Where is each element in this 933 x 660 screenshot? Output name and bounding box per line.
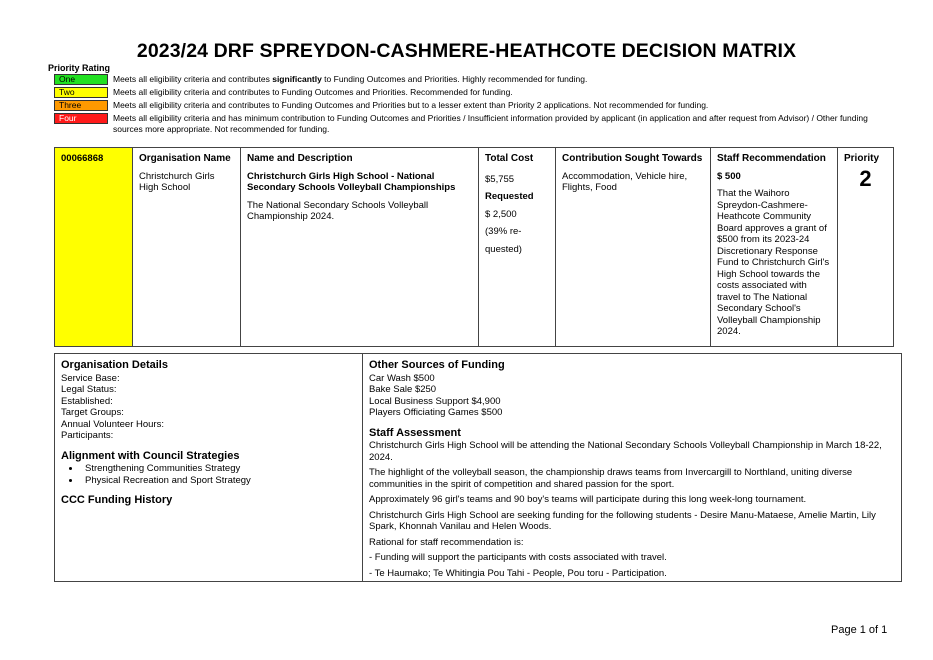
contribution-towards: Accommodation, Vehicle hire, Flights, Food — [562, 170, 688, 193]
legend-text-one-a: Meets all eligibility criteria and contributes — [113, 74, 273, 84]
legend-text-four: Meets all eligibility criteria and has minimum contribution to Funding Outcomes and Priorities / Insufficient information provided by applicant (in application and after request from Advisor) / Other funding sources more appropriate. Not recommended for funding. — [113, 113, 868, 134]
detail-field: Participants: — [61, 430, 114, 441]
name-description-header: Name and Description — [247, 153, 353, 164]
assessment-paragraph: - Te Haumako; Te Whitingia Pou Tahi - People, Pou toru - Participation. — [369, 567, 667, 579]
requested-amount: $ 2,500 — [485, 208, 517, 220]
priority-legend — [54, 74, 884, 136]
strategy-list — [61, 463, 356, 486]
table-row — [55, 148, 894, 347]
funding-history-title: CCC Funding History — [61, 494, 173, 506]
project-description: The National Secondary Schools Volleyball Championship 2024. — [247, 199, 429, 222]
alignment-title: Alignment with Council Strategies — [61, 449, 240, 462]
other-sources-title: Other Sources of Funding — [369, 359, 505, 371]
priority-cell — [838, 148, 894, 347]
staff-assessment-title: Staff Assessment — [369, 426, 461, 439]
funding-source-item: Bake Sale $250 — [369, 384, 437, 395]
organisation-name: Christchurch Girls High School — [139, 170, 215, 193]
requested-label: Requested — [485, 191, 534, 202]
contribution-cell — [556, 148, 711, 347]
assessment-paragraph: Christchurch Girls High School will be attending the National Secondary Schools Volleyball Championship in March 18-22, 2024. — [369, 440, 882, 463]
assessment-paragraph: The highlight of the volleyball season, the championship draws teams from Invercargill to Northland, uniting diverse communities in the spirit of competition and shared passion for the sport. — [369, 467, 853, 490]
detail-field: Annual Volunteer Hours: — [61, 418, 164, 430]
detail-field: Established: — [61, 395, 113, 407]
priority-swatch-three: Three — [54, 100, 108, 111]
name-description-cell — [241, 148, 479, 347]
details-right-column — [363, 354, 901, 581]
assessment-paragraph: Rational for staff recommendation is: — [369, 536, 524, 548]
total-cost-value: $5,755 — [485, 173, 515, 185]
staff-recommendation-cell — [711, 148, 838, 347]
staff-recommendation-text: That the Waihoro Spreydon-Cashmere-Heathcote Community Board approves a grant of $500 from its 2023-24 Discretionary Response Fund to Christchurch Girl's High School towards the costs associated with travel to The National Secondary School's Volleyball Championship 2024. — [717, 188, 830, 337]
assessment-paragraph: Christchurch Girls High School are seeking funding for the following students - Desire Manu-Mataese, Amelie Martin, Lily Spark, Khonnah Vanilau and Helen Woods. — [369, 509, 876, 532]
organisation-details-title: Organisation Details — [61, 359, 168, 371]
priority-swatch-two: Two — [54, 87, 108, 98]
organisation-cell — [133, 148, 241, 347]
legend-text-two: Meets all eligibility criteria and contributes to Funding Outcomes and Priorities. Recommended for funding. — [113, 87, 513, 97]
legend-text-one-bold: significantly — [272, 74, 322, 84]
funding-source-item: Players Officiating Games $500 — [369, 407, 503, 418]
requested-percent-line-2: quested) — [485, 243, 522, 255]
priority-header: Priority — [844, 153, 880, 164]
priority-value: 2 — [859, 165, 872, 191]
project-name: Christchurch Girls High School - National Secondary Schools Volleyball Championships — [247, 170, 456, 193]
application-id: 00066868 — [55, 148, 133, 347]
detail-field: Legal Status: — [61, 384, 117, 395]
total-cost-cell — [479, 148, 556, 347]
legend-text-three: Meets all eligibility criteria and contributes to Funding Outcomes and Priorities but to a lesser extent than Priority 2 applications. Not recommended for funding. — [113, 100, 709, 110]
legend-text-one — [108, 74, 587, 85]
detail-field: Target Groups: — [61, 407, 124, 418]
requested-percent-line-1: (39% re- — [485, 226, 522, 237]
priority-swatch-four: Four — [54, 113, 108, 124]
priority-swatch-one: One — [54, 74, 108, 85]
funding-source-item: Car Wash $500 — [369, 372, 435, 384]
detail-field: Service Base: — [61, 372, 120, 384]
decision-matrix-table — [54, 147, 894, 347]
staff-recommendation-header: Staff Recommendation — [717, 153, 826, 164]
funding-source-item: Local Business Support $4,900 — [369, 395, 501, 407]
page-number: Page 1 of 1 — [831, 624, 888, 636]
priority-rating-heading: Priority Rating — [48, 63, 111, 73]
assessment-paragraph: - Funding will support the participants with costs associated with travel. — [369, 552, 667, 563]
staff-recommendation-amount: $ 500 — [717, 170, 741, 182]
contribution-header: Contribution Sought Towards — [562, 153, 703, 164]
legend-text-one-b: to Funding Outcomes and Priorities. Highly recommended for funding. — [321, 74, 588, 84]
total-cost-header: Total Cost — [485, 153, 534, 164]
legend-row-four — [54, 113, 884, 134]
list-item: • Strengthening Communities Strategy — [81, 463, 356, 475]
legend-row-one — [54, 74, 884, 85]
details-left-column — [55, 354, 363, 581]
list-item: • Physical Recreation and Sport Strategy — [81, 475, 356, 487]
page-title: 2023/24 DRF SPREYDON-CASHMERE-HEATHCOTE DECISION MATRIX — [136, 40, 797, 62]
organisation-header: Organisation Name — [139, 153, 231, 164]
legend-row-two — [54, 87, 884, 98]
legend-row-three — [54, 100, 884, 111]
details-panel — [54, 353, 902, 582]
assessment-paragraph: Approximately 96 girl's teams and 90 boy's teams will participate during this long week-long tournament. — [369, 494, 807, 505]
